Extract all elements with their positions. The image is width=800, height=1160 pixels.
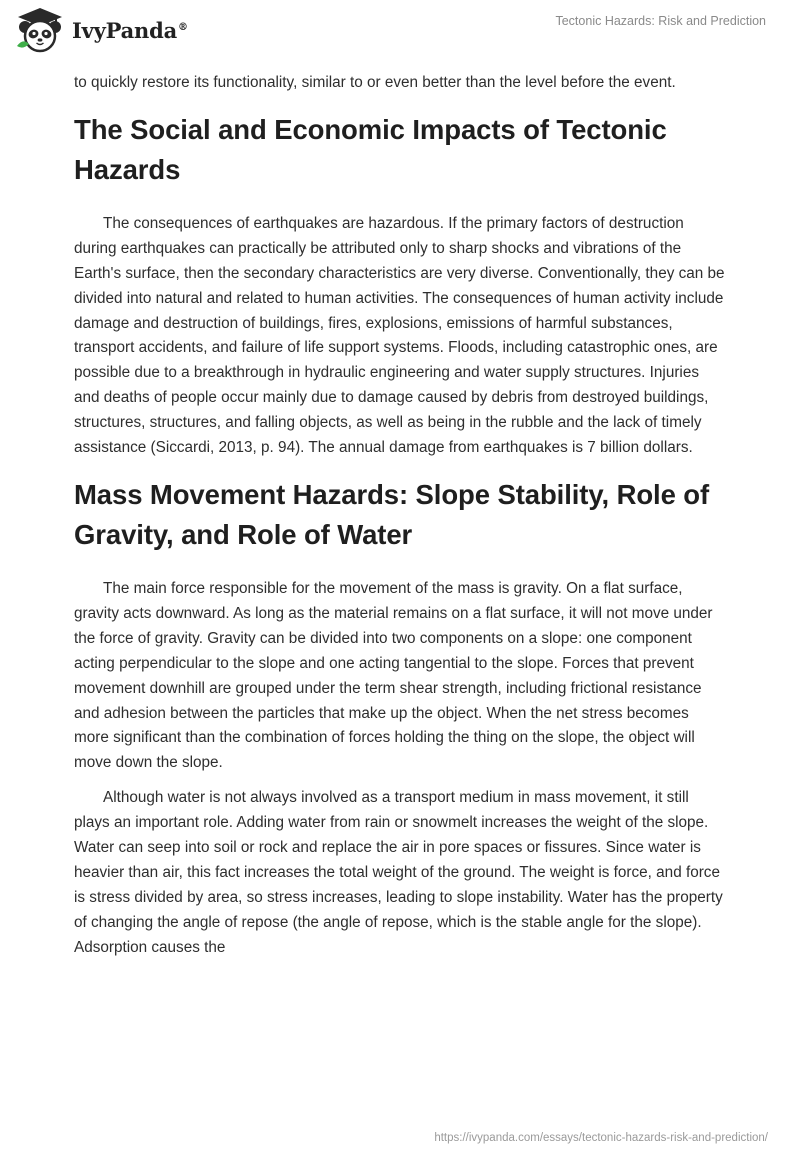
brand-name: IvyPanda® <box>72 17 188 43</box>
panda-logo-icon <box>14 6 66 54</box>
intro-paragraph-fragment: to quickly restore its functionality, similar to or even better than the level before the event. <box>74 74 676 91</box>
section-heading-mass-movement-hazards: Mass Movement Hazards: Slope Stability, Role of Gravity, and Role of Water <box>74 478 710 550</box>
page-header <box>0 0 800 62</box>
source-url[interactable]: https://ivypanda.com/essays/tectonic-hazards-risk-and-prediction/ <box>434 1132 768 1144</box>
paragraph-role-of-water: Although water is not always involved as a transport medium in mass movement, it still plays an important role. Adding water from rain or snowmelt increases the weight of the slope. Water can seep into soil or rock and replace the air in pore spaces or fissures. Since water is heavier than air, this fact increases the total weight of the ground. The weight is force, and force is stress divided by area, so stress increases, leading to slope instability. Water has the property of changing the angle of repose (the angle of repose, which is the stable angle for the slope). Adsorption causes the <box>74 789 723 956</box>
document-title: Tectonic Hazards: Risk and Prediction <box>555 14 766 28</box>
article-body <box>74 71 726 971</box>
paragraph-role-of-gravity: The main force responsible for the movement of the mass is gravity. On a flat surface, gravity acts downward. As long as the material remains on a flat surface, it will not move under the force of gravity. Gravity can be divided into two components on a slope: one component acting perpendicular to the slope and one acting tangential to the slope. Forces that prevent movement downhill are grouped under the term shear strength, including frictional resistance and adhesion between the particles that make up the object. When the net stress becomes more significant than the combination of forces holding the thing on the slope, the object will move down the slope. <box>74 579 713 772</box>
section-heading-social-economic-impacts: The Social and Economic Impacts of Tectonic Hazards <box>74 113 667 185</box>
paragraph-earthquake-consequences: The consequences of earthquakes are hazardous. If the primary factors of destruction during earthquakes can practically be attributed only to sharp shocks and vibrations of the Earth's surface, then the secondary characteristics are very diverse. Conventionally, they can be divided into natural and related to human activities. The consequences of human activity include damage and destruction of buildings, fires, explosions, emissions of harmful substances, transport accidents, and failure of life support systems. Floods, including catastrophic ones, are possible due to a breakthrough in hydraulic engineering and water supply structures. Injuries and deaths of people occur mainly due to damage caused by debris from destroyed buildings, structures, structures, and falling objects, as well as being in the rubble and the lack of timely assistance (Siccardi, 2013, p. 94). The annual damage from earthquakes is 7 billion dollars. <box>74 214 725 457</box>
brand-logo[interactable] <box>14 6 188 54</box>
